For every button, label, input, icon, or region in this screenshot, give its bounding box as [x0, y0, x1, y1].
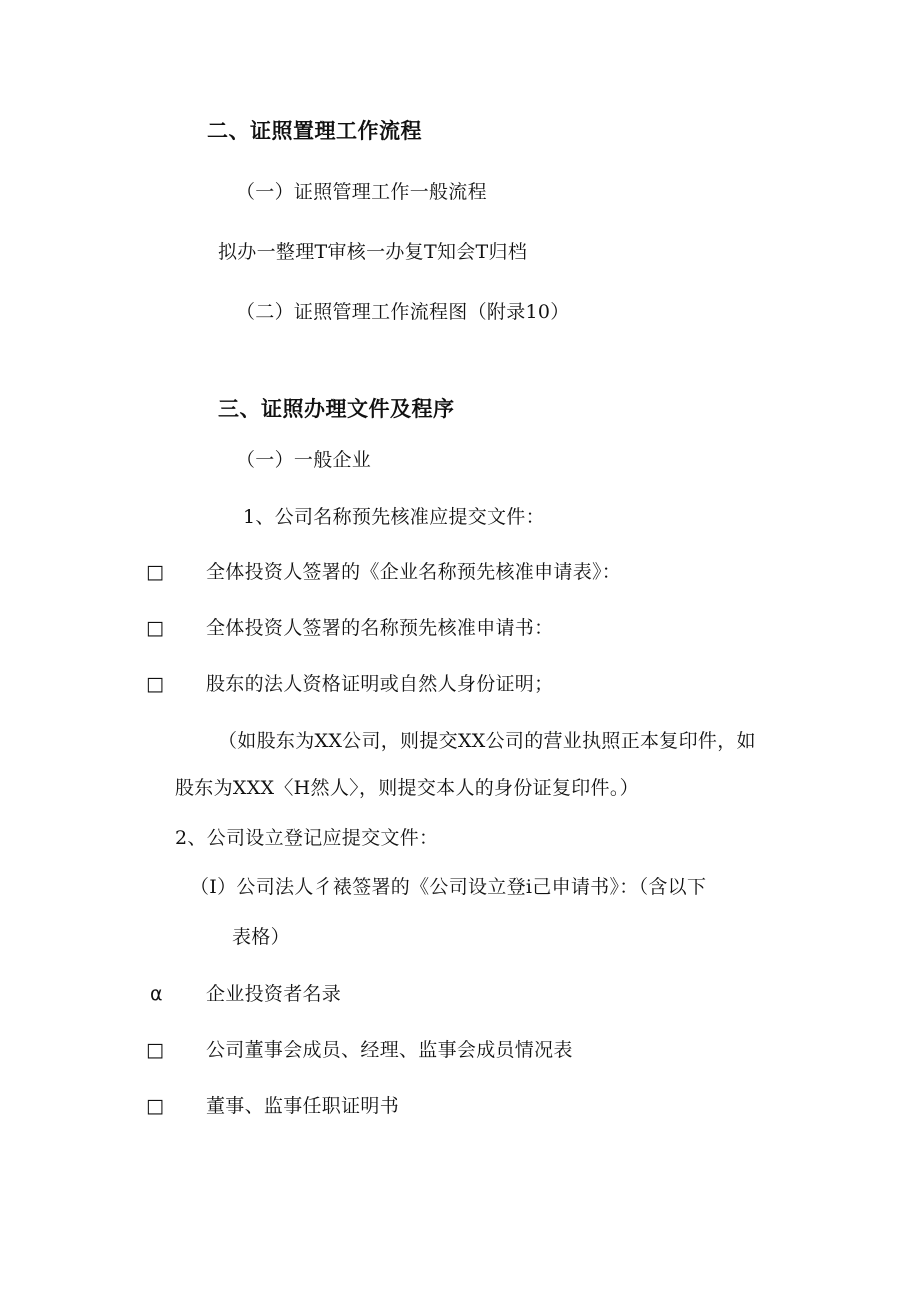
list-item-text: 公司董事会成员、经理、监事会成员情况表: [206, 1039, 573, 1061]
item-1-note-line-1: （如股东为XX公司，则提交XX公司的营业执照正本复印件，如: [218, 730, 756, 752]
checkbox-bullet-icon: □: [146, 617, 164, 639]
alpha-bullet-icon: α: [150, 983, 163, 1005]
list-item-text: 董事、监事任职证明书: [206, 1095, 400, 1117]
list-item-text: 股东的法人资格证明或自然人身份证明；: [206, 673, 554, 695]
item-2-sub-line-2: 表格）: [232, 926, 290, 948]
checkbox-bullet-icon: □: [146, 673, 164, 695]
checkbox-bullet-icon: □: [146, 561, 164, 583]
list-item-text: 企业投资者名录: [206, 983, 342, 1005]
list-item-text: 全体投资人签署的名称预先核准申请书：: [206, 617, 554, 639]
checkbox-bullet-icon: □: [146, 1039, 164, 1061]
section-2-heading: 二、证照置理工作流程: [207, 119, 422, 143]
item-1-note-line-2: 股东为XXX〈H然人〉，则提交本人的身份证复印件。）: [175, 777, 639, 799]
section-3-sub-1: （一）一般企业: [236, 449, 372, 471]
item-2-sub-line-1: （I）公司法人彳裱签署的《公司设立登i己申请书》：（含以下: [190, 876, 707, 898]
section-2-sub-1: （一）证照管理工作一般流程: [236, 181, 487, 203]
checkbox-bullet-icon: □: [146, 1095, 164, 1117]
item-2-title: 2、公司设立登记应提交文件：: [175, 827, 439, 849]
list-item-text: 全体投资人签署的《企业名称预先核准申请表》：: [206, 561, 622, 583]
item-1-title: 1、公司名称预先核准应提交文件：: [243, 506, 545, 528]
section-2-flow: 拟办一整理T审核一办复T知会T归档: [218, 241, 528, 263]
section-2-sub-2: （二）证照管理工作流程图（附录10）: [236, 301, 570, 323]
section-3-heading: 三、证照办理文件及程序: [218, 397, 455, 421]
